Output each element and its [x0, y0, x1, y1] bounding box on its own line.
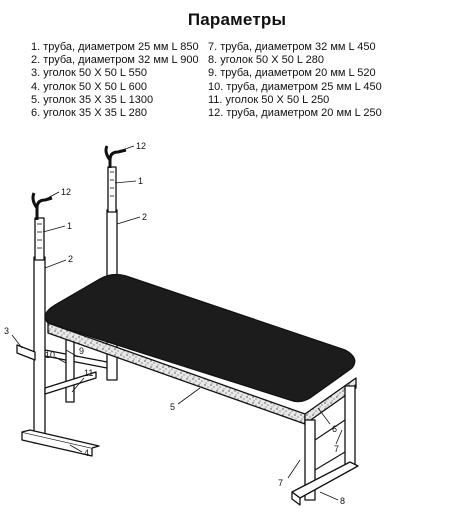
part-item: 2. труба, диаметром 32 мм L 900 — [31, 54, 199, 67]
part-item: 3. уголок 50 Х 50 L 550 — [31, 67, 147, 80]
part-item: 6. уголок 35 Х 35 L 280 — [31, 107, 147, 120]
side-angle-3 — [17, 345, 35, 360]
hook-front — [37, 198, 52, 220]
leg-rear-right — [345, 386, 355, 466]
callout-label: 1 — [138, 176, 144, 186]
base-angle-rear — [292, 462, 358, 498]
callout-label: 5 — [170, 402, 176, 412]
part-item: 9. труба, диаметром 20 мм L 520 — [208, 67, 376, 80]
callout-label: 12 — [61, 187, 72, 197]
callout-label: 3 — [4, 326, 10, 336]
callout-label: 1 — [67, 221, 73, 231]
upright-tube-front — [34, 257, 45, 443]
callout-label: 7 — [334, 444, 340, 454]
part-item: 12. труба, диаметром 20 мм L 250 — [208, 107, 382, 120]
callout-label: 11 — [84, 368, 94, 378]
callout-label: 8 — [340, 496, 346, 506]
part-item: 10. труба, диаметром 25 мм L 450 — [208, 80, 382, 93]
adjust-tube-rear — [108, 167, 116, 212]
part-item: 11. уголок 50 Х 50 L 250 — [208, 93, 330, 106]
part-item: 4. уголок 50 Х 50 L 600 — [31, 80, 147, 93]
callout-label: 12 — [136, 141, 147, 151]
diagram-title: Параметры — [187, 10, 287, 29]
brace-tube-10 — [66, 340, 74, 402]
part-item: 1. труба, диаметром 25 мм L 850 — [31, 41, 199, 53]
bench-seat — [45, 275, 356, 424]
part-item: 8. уголок 50 Х 50 L 280 — [208, 54, 324, 67]
part-item: 7. труба, диаметром 32 мм L 450 — [208, 41, 376, 53]
callout-label: 7 — [278, 478, 284, 488]
callout-label: 2 — [68, 254, 74, 264]
callout-label: 2 — [142, 212, 148, 222]
hook-rear — [110, 150, 126, 168]
callout-label: 10 — [45, 350, 56, 360]
part-item: 5. уголок 35 Х 35 L 1300 — [31, 93, 154, 106]
callout-label: 6 — [332, 424, 338, 434]
callout-label: 9 — [79, 346, 85, 356]
callout-label: 4 — [84, 448, 90, 458]
